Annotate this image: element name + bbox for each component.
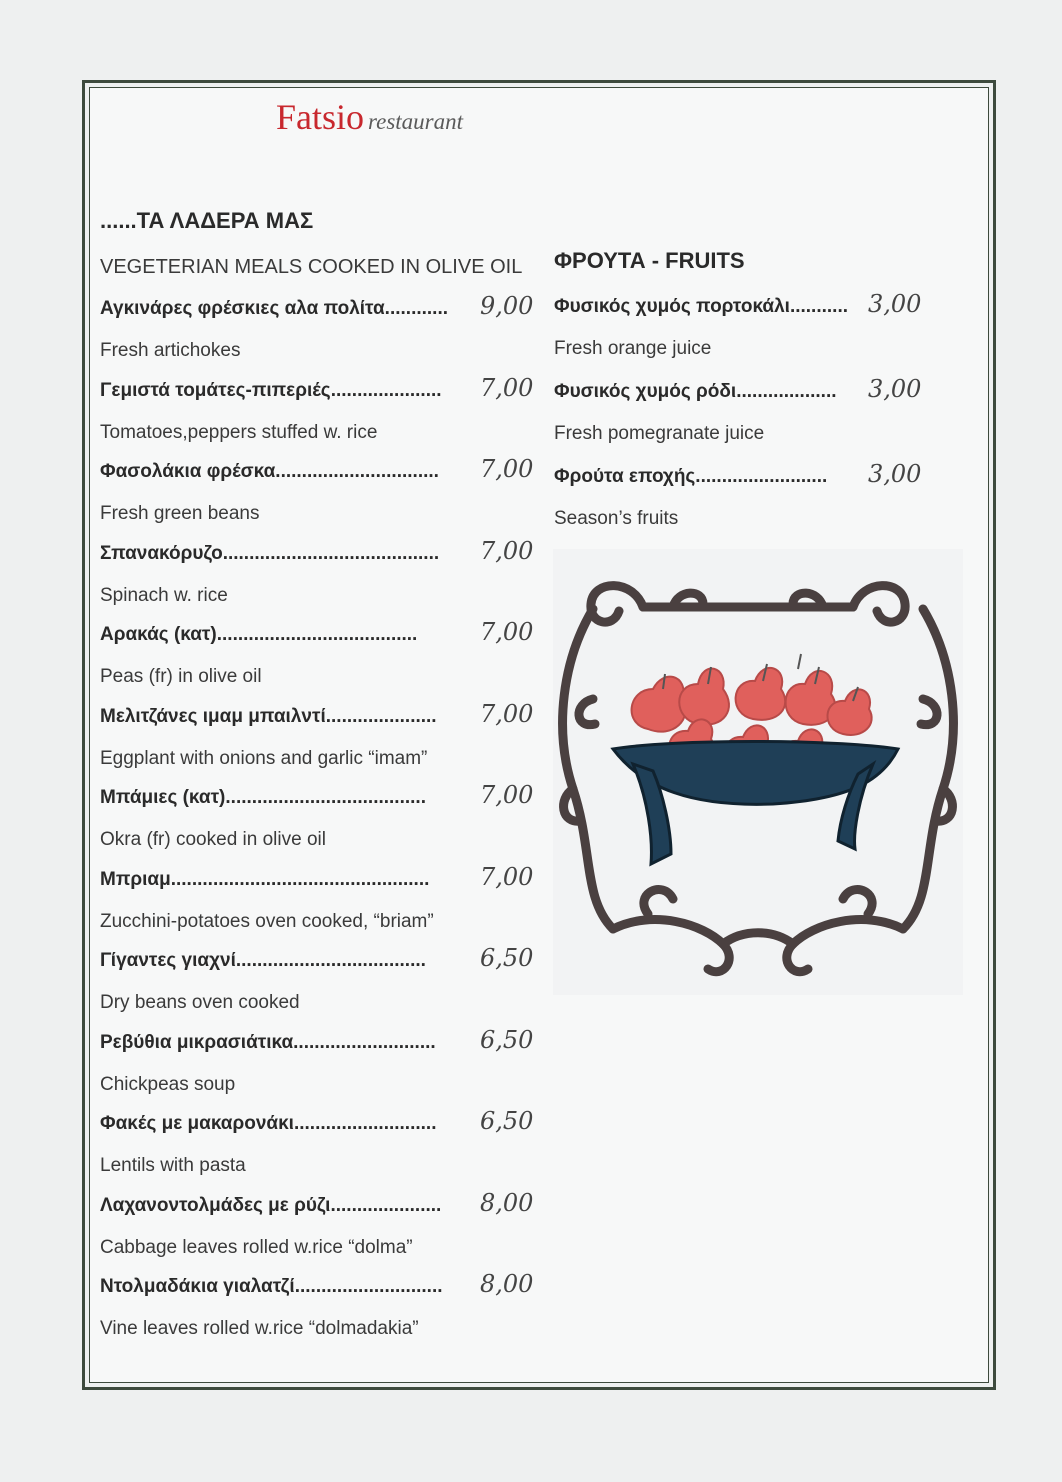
menu-item-name: Σπανακόρυζο......................................... (100, 542, 440, 564)
menu-item-name: Φυσικός χυμός πορτοκάλι........... (554, 296, 849, 317)
menu-item-name: Φακές με μακαρονάκι........................... (100, 1113, 437, 1134)
left-section-subtitle: VEGETERIAN MEALS COOKED IN OLIVE OIL (100, 256, 523, 278)
menu-item-description: Season’s fruits (554, 508, 679, 529)
menu-item-name: Μπριαμ................................................. (100, 868, 430, 890)
fruit-bowl-icon (553, 549, 963, 995)
menu-item-name: Μελιτζάνες ιμαμ μπαιλντί..................... (100, 705, 437, 727)
brand-subtitle: restaurant (368, 109, 464, 134)
menu-item-price: 7,00 (480, 699, 534, 728)
menu-item-description: Fresh orange juice (554, 338, 712, 359)
menu-item-description: Eggplant with onions and garlic “imam” (100, 747, 428, 769)
menu-item-name: Αγκινάρες φρέσκιες αλα πολίτα............ (100, 298, 449, 319)
menu-item-name: Ντολμαδάκια γιαλατζί............................ (100, 1276, 443, 1297)
menu-item-name: Γίγαντες γιαχνί.................................... (100, 950, 426, 971)
menu-item-description: Peas (fr) in olive oil (100, 666, 262, 687)
menu-item-description: Vine leaves rolled w.rice “dolmadakia” (100, 1318, 419, 1339)
menu-item-description: Fresh pomegranate juice (554, 423, 765, 444)
menu-item-price: 7,00 (480, 862, 534, 891)
menu-item-name: Μπάμιες (κατ)...................................... (100, 787, 426, 808)
menu-item-description: Tomatoes,peppers stuffed w. rice (100, 421, 378, 443)
menu-item-price: 3,00 (868, 460, 922, 488)
menu-item-price: 7,00 (480, 781, 534, 809)
menu-item-description: Okra (fr) cooked in olive oil (100, 829, 326, 850)
brand-name: Fatsio (276, 97, 365, 137)
menu-item-price: 3,00 (868, 290, 922, 318)
restaurant-logo (276, 96, 463, 138)
menu-item-name: Αρακάς (κατ)...................................... (100, 624, 418, 645)
menu-item-description: Spinach w. rice (100, 584, 228, 606)
menu-item-description: Chickpeas soup (100, 1073, 236, 1095)
menu-item-name: Φασολάκια φρέσκα............................... (100, 461, 439, 482)
menu-item-price: 8,00 (480, 1188, 534, 1217)
menu-item-price: 7,00 (480, 373, 534, 402)
menu-item-price: 7,00 (480, 618, 534, 646)
menu-item-price: 3,00 (868, 375, 922, 403)
menu-item-name: Φρούτα εποχής......................... (554, 466, 828, 487)
menu-item-name: Ρεβύθια μικρασιάτικα........................... (100, 1031, 436, 1053)
right-section-title: ΦΡΟΥΤΑ - FRUITS (554, 248, 745, 273)
fruit-bowl-illustration (553, 549, 963, 995)
menu-item-description: Fresh green beans (100, 503, 260, 524)
menu-item-name: Λαχανοντολμάδες με ρύζι..................... (100, 1194, 442, 1216)
menu-item-price: 6,50 (480, 1025, 534, 1054)
menu-item-description: Dry beans oven cooked (100, 992, 300, 1013)
menu-item-description: Lentils with pasta (100, 1155, 246, 1176)
menu-item-price: 7,00 (480, 455, 534, 483)
menu-item-description: Zucchini-potatoes oven cooked, “briam” (100, 910, 434, 932)
menu-item-name: Φυσικός χυμός ρόδι................... (554, 381, 837, 402)
menu-item-price: 6,50 (480, 944, 534, 972)
menu-item-description: Fresh artichokes (100, 340, 241, 361)
menu-item-price: 8,00 (480, 1270, 534, 1298)
menu-item-name: Γεμιστά τομάτες-πιπεριές..................... (100, 379, 442, 401)
menu-item-price: 7,00 (480, 536, 534, 565)
menu-item-price: 6,50 (480, 1107, 534, 1135)
left-section-title: ......ΤΑ ΛΑΔΕΡΑ ΜΑΣ (100, 208, 314, 233)
menu-item-description: Cabbage leaves rolled w.rice “dolma” (100, 1236, 413, 1258)
menu-item-price: 9,00 (480, 292, 534, 320)
